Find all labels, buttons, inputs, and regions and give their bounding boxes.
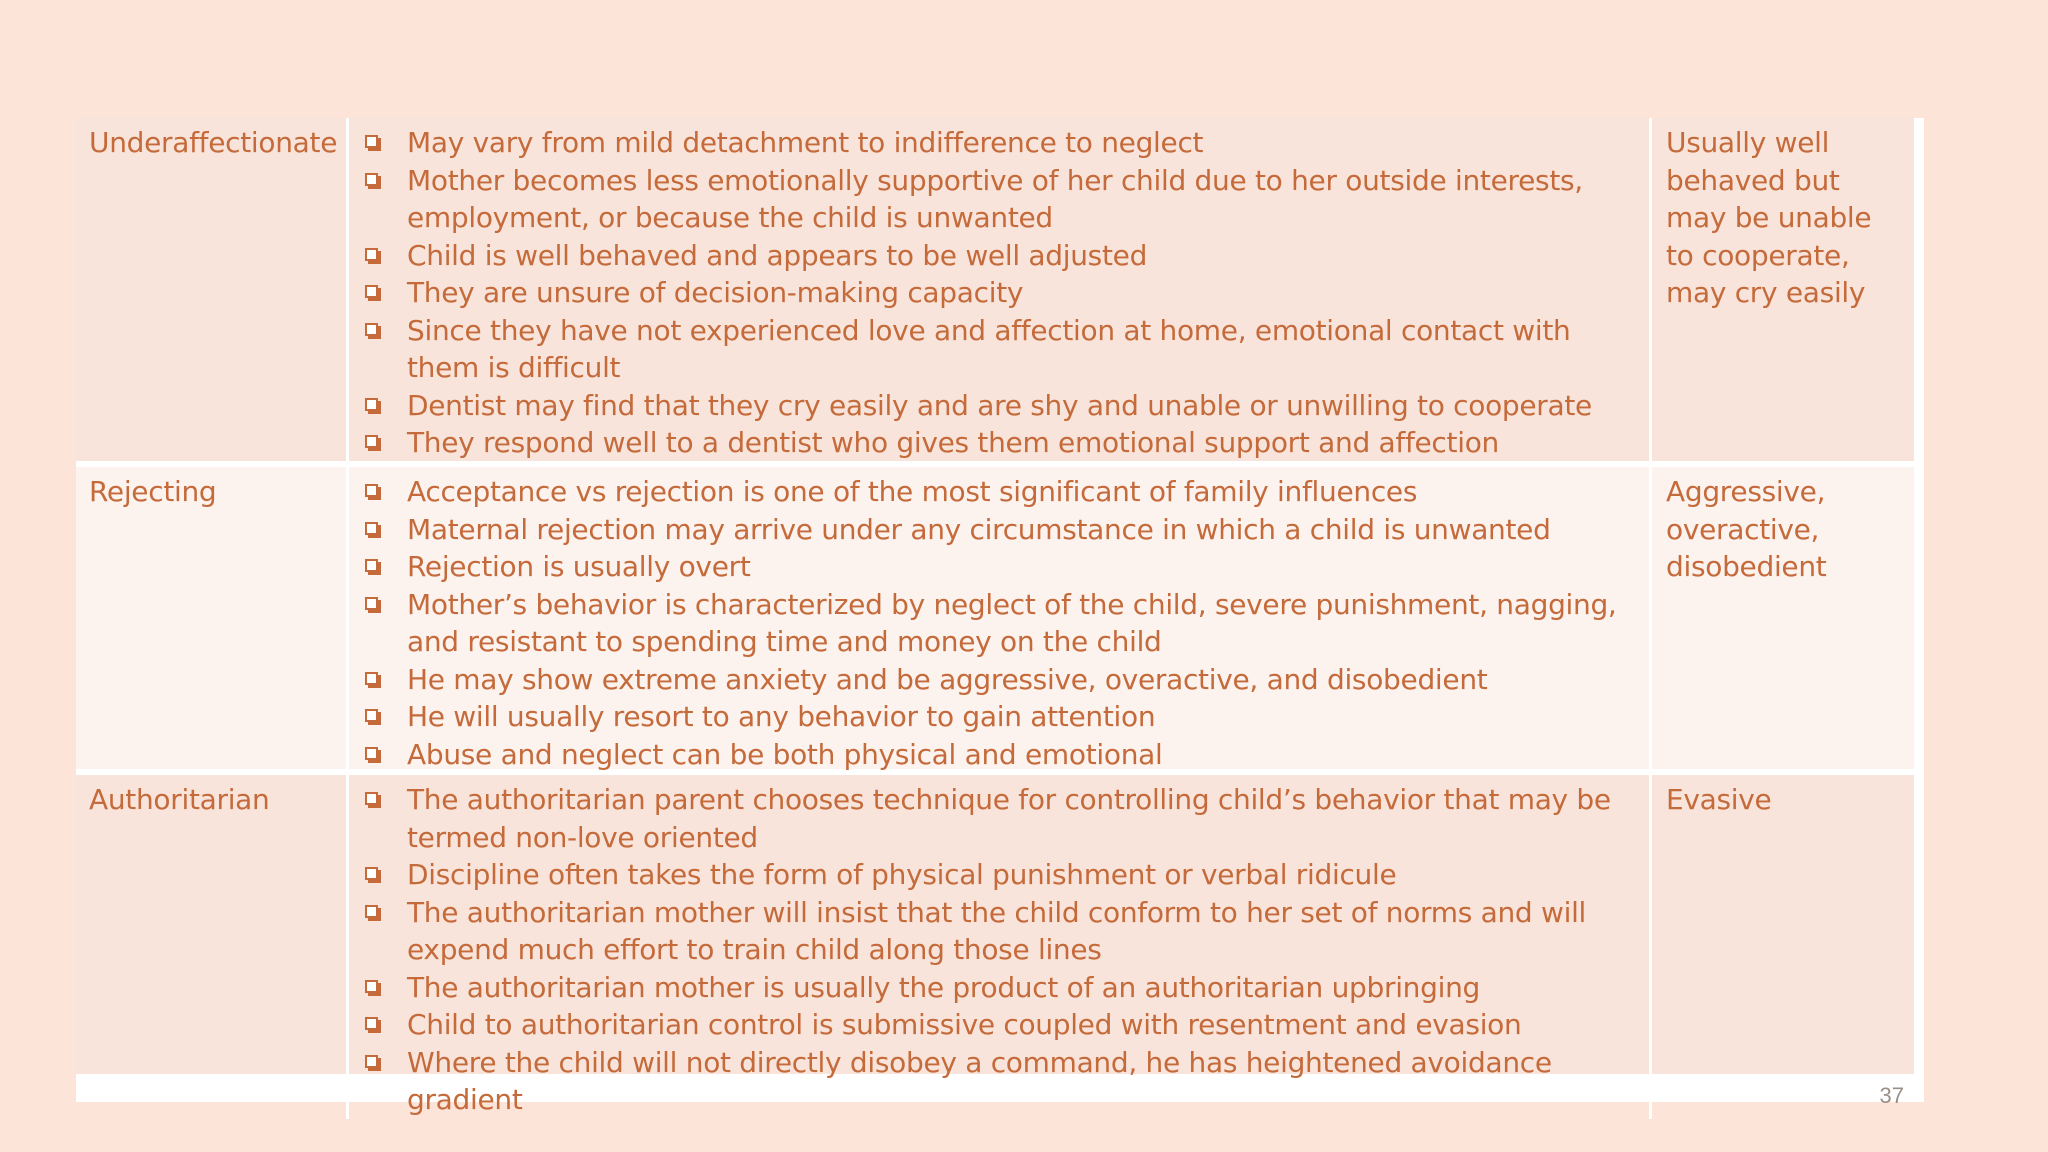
checkbox-square-icon	[365, 285, 378, 298]
list-item-text: Child to authoritarian control is submissive coupled with resentment and evasion	[407, 1008, 1522, 1041]
list-item-text: He will usually resort to any behavior to gain attention	[407, 700, 1156, 733]
checkbox-square-icon	[365, 672, 378, 685]
list-item-text: They are unsure of decision-making capacity	[407, 276, 1024, 309]
checkbox-square-icon	[365, 435, 378, 448]
page-number: 37	[1879, 1083, 1904, 1108]
checkbox-square-icon	[365, 173, 378, 186]
list-item	[361, 781, 1643, 856]
list-item-text: The authoritarian parent chooses technique for controlling child’s behavior that may be termed non-love oriented	[407, 783, 1611, 854]
checkbox-square-icon	[365, 398, 378, 411]
list-item-text: Discipline often takes the form of physical punishment or verbal ridicule	[407, 858, 1397, 891]
list-item	[361, 237, 1643, 275]
checkbox-square-icon	[365, 709, 378, 722]
checkbox-square-icon	[365, 1017, 378, 1030]
checkbox-square-icon	[365, 867, 378, 880]
checkbox-square-icon	[365, 559, 378, 572]
checkbox-square-icon	[365, 484, 378, 497]
list-item-text: The authoritarian mother is usually the product of an authoritarian upbringing	[407, 970, 1480, 1004]
checkbox-square-icon	[365, 980, 378, 993]
description-cell	[349, 467, 1649, 773]
list-item	[361, 1044, 1643, 1119]
checkbox-square-icon	[365, 135, 378, 148]
behavior-cell: Aggressive, overactive, disobedient	[1666, 475, 1827, 583]
list-item	[361, 586, 1643, 661]
checkbox-square-icon	[365, 248, 378, 261]
table-row	[76, 118, 1914, 461]
checkbox-square-icon	[365, 747, 378, 760]
list-item	[361, 894, 1643, 969]
list-item-text: Child is well behaved and appears to be well adjusted	[407, 238, 1148, 272]
list-item	[361, 736, 1643, 774]
bullet-list	[361, 473, 1643, 773]
list-item-text: Maternal rejection may arrive under any circumstance in which a child is unwanted	[407, 512, 1551, 546]
list-item-text: Mother’s behavior is characterized by neglect of the child, severe punishment, nagging, and resistant to spending time and money on the child	[407, 587, 1617, 658]
description-cell	[349, 775, 1649, 1119]
list-item-text: The authoritarian mother will insist that the child conform to her set of norms and will expend much effort to train child along those lines	[407, 895, 1587, 966]
checkbox-square-icon	[365, 522, 378, 535]
list-item-text: Since they have not experienced love and affection at home, emotional contact with them is difficult	[407, 313, 1571, 384]
list-item-text: Where the child will not directly disobey a command, he has heightened avoidance gradient	[407, 1045, 1552, 1116]
list-item-text: Mother becomes less emotionally supportive of her child due to her outside interests, employment, or because the child is unwanted	[407, 163, 1583, 234]
checkbox-square-icon	[365, 1055, 378, 1068]
list-item	[361, 511, 1643, 549]
list-item-text: Dentist may find that they cry easily and are shy and unable or unwilling to cooperate	[407, 388, 1592, 422]
list-item	[361, 312, 1643, 387]
category-cell: Rejecting	[89, 475, 217, 508]
behavior-cell: Usually well behaved but may be unable to cooperate, may cry easily	[1666, 126, 1872, 309]
list-item-text: They respond well to a dentist who gives them emotional support and affection	[407, 426, 1499, 459]
category-cell: Authoritarian	[89, 783, 270, 816]
list-item	[361, 661, 1643, 699]
list-item	[361, 548, 1643, 586]
list-item	[361, 969, 1643, 1007]
list-item-text: Rejection is usually overt	[407, 550, 751, 583]
checkbox-square-icon	[365, 597, 378, 610]
list-item	[361, 856, 1643, 894]
checkbox-square-icon	[365, 792, 378, 805]
list-item-text: Acceptance vs rejection is one of the most significant of family influences	[407, 475, 1418, 508]
list-item-text: Abuse and neglect can be both physical and emotional	[407, 737, 1163, 771]
list-item	[361, 124, 1643, 162]
list-item	[361, 698, 1643, 736]
bullet-list	[361, 781, 1643, 1119]
bullet-list	[361, 124, 1643, 462]
list-item-text: May vary from mild detachment to indifference to neglect	[407, 126, 1204, 159]
description-cell	[349, 118, 1649, 462]
list-item-text: He may show extreme anxiety and be aggressive, overactive, and disobedient	[407, 662, 1488, 696]
category-cell: Underaffectionate	[89, 126, 338, 159]
behavior-cell: Evasive	[1666, 783, 1772, 816]
checkbox-square-icon	[365, 905, 378, 918]
list-item	[361, 424, 1643, 462]
list-item	[361, 473, 1643, 511]
list-item	[361, 274, 1643, 312]
list-item	[361, 162, 1643, 237]
list-item	[361, 387, 1643, 425]
table-row	[76, 461, 1914, 769]
checkbox-square-icon	[365, 323, 378, 336]
list-item	[361, 1006, 1643, 1044]
